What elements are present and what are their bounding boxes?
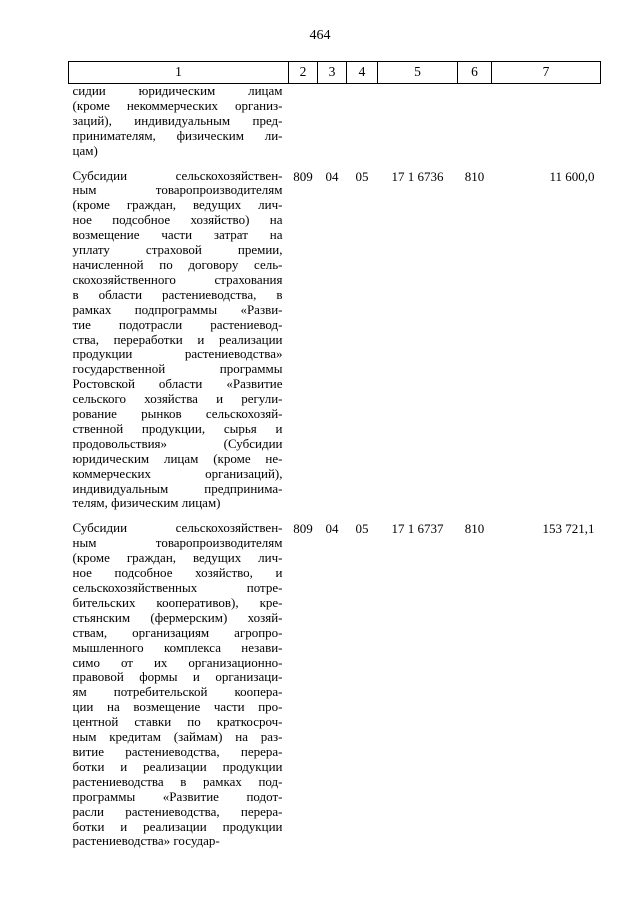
description-line: государственной программы <box>72 361 283 377</box>
table-row <box>69 521 601 849</box>
description-line: цам) <box>72 142 98 158</box>
section-code-cell: 04 <box>325 521 339 537</box>
header-row <box>69 62 601 84</box>
description-line: сидии юридическим лицам <box>72 83 283 98</box>
amount-cell <box>492 84 601 159</box>
description-line: растениеводства в рамках под- <box>72 773 283 789</box>
table-row <box>69 169 601 512</box>
description-line: принимателям, физическим ли- <box>72 127 283 143</box>
description-line: заций), индивидуальным пред- <box>72 112 283 128</box>
description-cell <box>69 169 289 512</box>
description-line: (кроме граждан, ведущих лич- <box>72 197 283 213</box>
description-line: продукции растениеводства» <box>72 346 283 362</box>
description-line: витие растениеводства, перера- <box>72 743 283 759</box>
ministry-code-cell <box>289 84 318 159</box>
description-line: Ростовской области «Развитие <box>72 376 283 392</box>
description-line: коммерческих организаций), <box>72 465 283 481</box>
description-cell <box>69 521 289 849</box>
description-line: ным товаропроизводителям <box>72 535 283 551</box>
description-line: ям потребительской коопера- <box>72 684 283 700</box>
section-code-cell <box>318 84 347 159</box>
expense-type-cell <box>458 84 492 159</box>
subsection-code-cell: 05 <box>355 521 369 537</box>
col-header-5: 5 <box>378 62 458 84</box>
description-line: продовольствия» (Субсидии <box>72 435 283 451</box>
description-line: тие подотрасли растениевод- <box>72 316 283 332</box>
description-line: юридическим лицам (кроме не- <box>72 450 283 466</box>
budget-table <box>68 61 601 849</box>
description-line: правовой формы и организаци- <box>72 669 283 685</box>
amount-cell: 11 600,0 <box>549 168 595 184</box>
section-code-cell: 04 <box>325 168 339 184</box>
table-row <box>69 84 601 159</box>
target-article-cell: 17 1 6736 <box>391 168 444 184</box>
subsection-code-cell <box>347 84 378 159</box>
page-number: 464 <box>309 28 331 43</box>
description-line: (кроме граждан, ведущих лич- <box>72 550 283 566</box>
description-line: расли растениеводства, перера- <box>72 803 283 819</box>
description-line: симо от их организационно- <box>72 654 283 670</box>
description-line: рование рынков сельскохозяй- <box>72 406 283 422</box>
description-line: скохозяйственного страхования <box>72 271 283 287</box>
description-line: ным кредитам (займам) на раз- <box>72 729 283 745</box>
description-line: растениеводства» государ- <box>72 833 220 849</box>
description-line: бительских кооперативов), кре- <box>72 594 283 610</box>
col-header-2: 2 <box>289 62 318 84</box>
description-line: в области растениеводства, в <box>72 286 283 302</box>
expense-type-cell: 810 <box>464 168 485 184</box>
description-line: сельскохозяйственных потре- <box>72 580 283 595</box>
description-line: ственной продукции, сырья и <box>72 420 283 436</box>
description-line: стьянским (фермерским) хозяй- <box>72 609 283 625</box>
description-line: Субсидии сельскохозяйствен- <box>72 167 283 183</box>
target-article-cell: 17 1 6737 <box>391 521 444 537</box>
description-line: ции на возмещение части про- <box>72 699 283 715</box>
description-line: ботки и реализации продукции <box>72 818 283 834</box>
description-line: рамках подпрограммы «Разви- <box>72 301 283 317</box>
description-line: мышленного комплекса незави- <box>72 639 283 655</box>
ministry-code-cell: 809 <box>293 168 313 184</box>
table-body <box>69 84 601 850</box>
description-line: ным товаропроизводителям <box>72 182 283 198</box>
description-cell <box>69 84 289 159</box>
description-line: начисленной по договору сель- <box>72 256 283 272</box>
description-line: (кроме некоммерческих организ- <box>72 97 283 113</box>
description-line: центной ставки по краткосроч- <box>72 714 283 730</box>
ministry-code-cell: 809 <box>293 521 313 537</box>
description-line: уплату страховой премии, <box>72 242 283 258</box>
description-line: ства, переработки и реализации <box>72 331 283 347</box>
col-header-7: 7 <box>492 62 601 84</box>
col-header-3: 3 <box>318 62 347 84</box>
description-line: Субсидии сельскохозяйствен- <box>72 520 283 536</box>
col-header-4: 4 <box>347 62 378 84</box>
subsection-code-cell: 05 <box>355 168 369 184</box>
description-line: ное подсобное хозяйство) на <box>72 212 283 228</box>
description-line: возмещение части затрат на <box>72 227 283 243</box>
col-header-6: 6 <box>458 62 492 84</box>
description-line: сельского хозяйства и регули- <box>72 391 283 407</box>
description-line: ствам, организациям агропро- <box>72 624 283 640</box>
description-line: ботки и реализации продукции <box>72 758 283 774</box>
description-line: программы «Развитие подот- <box>72 788 283 804</box>
expense-type-cell: 810 <box>464 521 485 537</box>
description-line: индивидуальным предпринима- <box>72 480 283 496</box>
description-line: ное подсобное хозяйство, и <box>72 565 283 581</box>
col-header-1: 1 <box>69 62 289 84</box>
target-article-cell <box>378 84 458 159</box>
description-line: телям, физическим лицам) <box>72 495 221 511</box>
amount-cell: 153 721,1 <box>542 521 595 537</box>
